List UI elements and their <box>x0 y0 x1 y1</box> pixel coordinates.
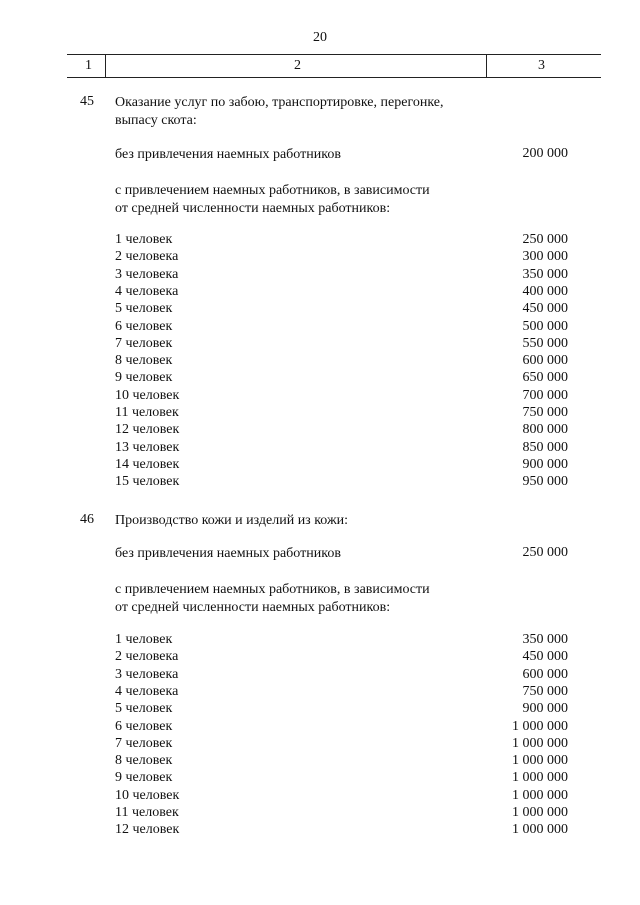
staff-count-label: 1 человек <box>115 632 173 647</box>
table-row <box>0 232 640 249</box>
staff-count-label: 10 человек <box>115 387 180 403</box>
table-row <box>0 405 640 422</box>
staff-count-label: 7 человек <box>115 335 173 351</box>
price-value: 450 000 <box>522 649 568 665</box>
price-value: 1 000 000 <box>512 753 568 769</box>
price-value: 1 000 000 <box>512 787 568 803</box>
staff-count-label: 7 человек <box>115 735 173 751</box>
without-hired-label: без привлечения наемных работников <box>115 147 341 162</box>
table-row <box>0 336 640 353</box>
table-row <box>0 770 640 787</box>
staff-count-label: 3 человека <box>115 266 179 282</box>
table-row <box>0 753 640 770</box>
table-row <box>0 684 640 701</box>
price-value: 1 000 000 <box>512 805 568 820</box>
staff-count-label: 4 человека <box>115 683 179 699</box>
price-value: 700 000 <box>522 387 568 403</box>
price-value: 1 000 000 <box>512 822 568 838</box>
price-value: 750 000 <box>522 683 568 699</box>
table-row <box>0 422 640 439</box>
staff-count-label: 12 человек <box>115 422 180 438</box>
price-value: 1 000 000 <box>512 718 568 734</box>
table-row <box>0 822 640 839</box>
table-row <box>0 370 640 387</box>
price-value: 250 000 <box>522 232 568 247</box>
price-value: 800 000 <box>522 422 568 438</box>
price-value: 950 000 <box>522 474 568 490</box>
price-value: 350 000 <box>522 632 568 647</box>
table-row <box>0 805 640 822</box>
price-value: 900 000 <box>522 456 568 472</box>
table-row <box>0 719 640 736</box>
table-row <box>0 667 640 684</box>
staff-count-label: 10 человек <box>115 787 180 803</box>
staff-count-label: 8 человек <box>115 353 173 369</box>
column-header-row <box>67 54 601 78</box>
staff-count-label: 6 человек <box>115 318 173 334</box>
item-title-line: выпасу скота: <box>115 113 197 128</box>
staff-count-label: 11 человек <box>115 405 179 420</box>
staff-count-label: 5 человек <box>115 701 173 717</box>
item-number: 46 <box>80 512 94 527</box>
with-hired-line: от средней численности наемных работников: <box>115 600 391 615</box>
staff-count-label: 5 человек <box>115 301 173 317</box>
price-value: 1 000 000 <box>512 770 568 786</box>
table-row <box>0 388 640 405</box>
staff-count-label: 8 человек <box>115 753 173 769</box>
price-value: 550 000 <box>522 335 568 351</box>
with-hired-line: с привлечением наемных работников, в зависимости <box>115 582 430 597</box>
without-hired-value: 200 000 <box>522 146 568 161</box>
staff-count-label: 13 человек <box>115 439 180 455</box>
price-value: 900 000 <box>522 701 568 717</box>
price-value: 1 000 000 <box>512 735 568 751</box>
price-value: 600 000 <box>522 353 568 369</box>
table-row <box>0 701 640 718</box>
without-hired-value: 250 000 <box>522 545 568 560</box>
price-value: 850 000 <box>522 439 568 455</box>
column-header-3: 3 <box>538 58 545 73</box>
without-hired-label: без привлечения наемных работников <box>115 546 341 561</box>
price-value: 350 000 <box>522 266 568 282</box>
item-title-line: Оказание услуг по забою, транспортировке, перегонке, <box>115 95 444 110</box>
item-number: 45 <box>80 94 94 109</box>
column-header-1: 1 <box>85 58 92 73</box>
staff-count-label: 2 человека <box>115 249 179 265</box>
with-hired-line: от средней численности наемных работников: <box>115 201 391 216</box>
price-value: 450 000 <box>522 301 568 317</box>
column-divider <box>105 55 106 77</box>
price-value: 500 000 <box>522 318 568 334</box>
price-value: 400 000 <box>522 283 568 299</box>
table-row <box>0 353 640 370</box>
staff-count-label: 6 человек <box>115 718 173 734</box>
column-header-2: 2 <box>294 58 301 73</box>
column-divider <box>486 55 487 77</box>
table-row <box>0 788 640 805</box>
price-value: 750 000 <box>522 405 568 420</box>
staff-count-label: 14 человек <box>115 456 180 472</box>
page-number: 20 <box>313 30 327 45</box>
table-row <box>0 457 640 474</box>
table-row <box>0 440 640 457</box>
table-row <box>0 301 640 318</box>
table-row <box>0 249 640 266</box>
staff-count-label: 15 человек <box>115 474 180 490</box>
with-hired-line: с привлечением наемных работников, в зависимости <box>115 183 430 198</box>
staff-count-label: 3 человека <box>115 666 179 682</box>
price-value: 650 000 <box>522 370 568 386</box>
staff-count-label: 9 человек <box>115 370 173 386</box>
table-row <box>0 649 640 666</box>
staff-count-label: 11 человек <box>115 805 179 820</box>
table-row <box>0 474 640 491</box>
price-value: 300 000 <box>522 249 568 265</box>
table-row <box>0 284 640 301</box>
item-title-line: Производство кожи и изделий из кожи: <box>115 513 349 528</box>
staff-count-label: 12 человек <box>115 822 180 838</box>
staff-count-label: 4 человека <box>115 283 179 299</box>
table-row <box>0 632 640 649</box>
table-row <box>0 319 640 336</box>
price-value: 600 000 <box>522 666 568 682</box>
staff-count-label: 2 человека <box>115 649 179 665</box>
table-row <box>0 267 640 284</box>
staff-count-label: 9 человек <box>115 770 173 786</box>
staff-count-label: 1 человек <box>115 232 173 247</box>
table-row <box>0 736 640 753</box>
